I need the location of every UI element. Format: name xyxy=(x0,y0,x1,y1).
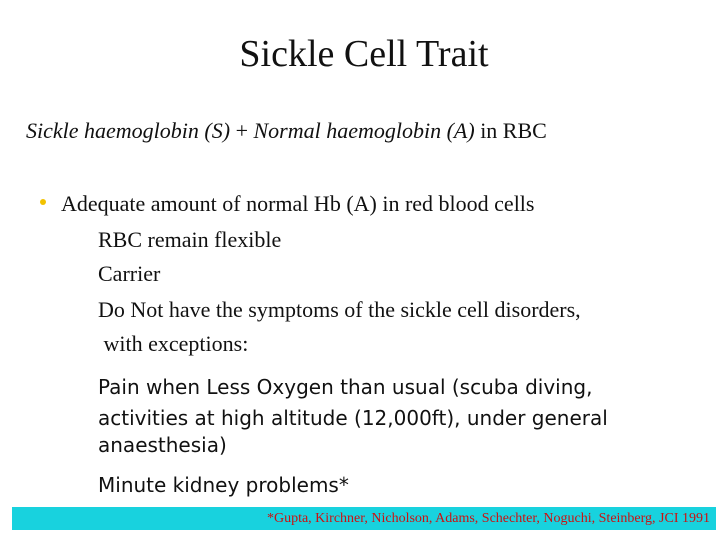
exception-pain-line1: Pain when Less Oxygen than usual (scuba diving, xyxy=(98,375,593,399)
subtitle xyxy=(26,117,547,145)
exception-pain-line3: anaesthesia) xyxy=(98,433,227,457)
line-carrier: Carrier xyxy=(98,261,161,286)
line-rbc-flexible: RBC remain flexible xyxy=(98,227,282,252)
subtitle-in-rbc: in RBC xyxy=(474,118,547,143)
exception-kidney: Minute kidney problems* xyxy=(98,473,349,497)
exception-pain-line2: activities at high altitude (12,000ft), under general xyxy=(98,406,608,430)
line-no-symptoms: Do Not have the symptoms of the sickle cell disorders, xyxy=(98,297,581,322)
footer-bar xyxy=(12,507,716,530)
bullet-dot-icon xyxy=(40,199,46,205)
line-exceptions: with exceptions: xyxy=(98,331,249,356)
bullet-item xyxy=(40,190,534,218)
footer-citation: *Gupta, Kirchner, Nicholson, Adams, Schechter, Noguchi, Steinberg, JCI 1991 xyxy=(266,511,710,526)
subtitle-plus: + xyxy=(230,118,254,143)
bullet-text: Adequate amount of normal Hb (A) in red blood cells xyxy=(61,191,535,216)
slide-title: Sickle Cell Trait xyxy=(239,33,489,75)
subtitle-normal-hb: Normal haemoglobin (A) xyxy=(253,118,475,143)
subtitle-sickle-hb: Sickle haemoglobin (S) xyxy=(26,118,231,143)
